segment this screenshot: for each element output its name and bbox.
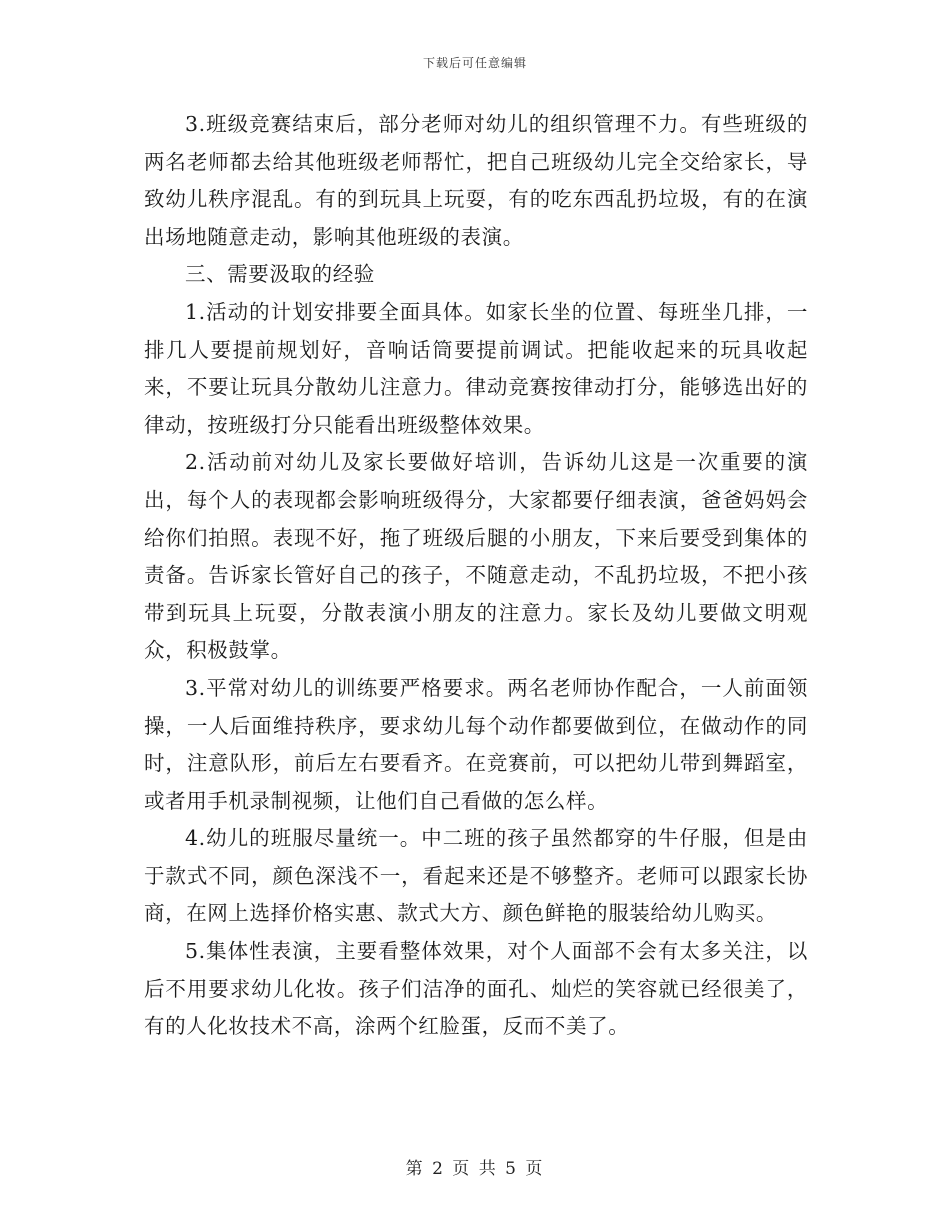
page-header: 下载后可任意编辑 bbox=[422, 56, 527, 70]
section-heading-lessons: 三、需要汲取的经验 bbox=[185, 262, 375, 287]
paragraph-lesson-4: 4.幼儿的班服尽量统一。中二班的孩子虽然都穿的牛仔服，但是由于款式不同，颜色深浅不一，看起来还是不够整齐。老师可以跟家长协商，在网上选择价格实惠、款式大方、颜色鲜艳的服装给幼儿购买。 bbox=[144, 826, 808, 926]
paragraph-lesson-2: 2.活动前对幼儿及家长要做好培训，告诉幼儿这是一次重要的演出，每个人的表现都会影响班级得分，大家都要仔细表演，爸爸妈妈会给你们拍照。表现不好，拖了班级后腿的小朋友，下来后要受到集体的责备。告诉家长管好自己的孩子，不随意走动，不乱扔垃圾，不把小孩带到玩具上玩耍，分散表演小朋友的注意力。家长及幼儿要做文明观众，积极鼓掌。 bbox=[144, 450, 808, 663]
document-body bbox=[144, 106, 808, 1046]
page-number: 第 2 页 共 5 页 bbox=[405, 1159, 545, 1179]
paragraph-class-management: 3.班级竞赛结束后，部分老师对幼儿的组织管理不力。有些班级的两名老师都去给其他班级老师帮忙，把自己班级幼儿完全交给家长，导致幼儿秩序混乱。有的到玩具上玩耍，有的吃东西乱扔垃圾，有的在演出场地随意走动，影响其他班级的表演。 bbox=[144, 112, 808, 249]
paragraph-lesson-5: 5.集体性表演，主要看整体效果，对个人面部不会有太多关注，以后不用要求幼儿化妆。孩子们洁净的面孔、灿烂的笑容就已经很美了，有的人化妆技术不高，涂两个红脸蛋，反而不美了。 bbox=[144, 939, 808, 1039]
paragraph-lesson-1: 1.活动的计划安排要全面具体。如家长坐的位置、每班坐几排，一排几人要提前规划好，音响话筒要提前调试。把能收起来的玩具收起来，不要让玩具分散幼儿注意力。律动竞赛按律动打分，能够选出好的律动，按班级打分只能看出班级整体效果。 bbox=[144, 299, 808, 437]
paragraph-lesson-3: 3.平常对幼儿的训练要严格要求。两名老师协作配合，一人前面领操，一人后面维持秩序，要求幼儿每个动作都要做到位，在做动作的同时，注意队形，前后左右要看齐。在竞赛前，可以把幼儿带到舞蹈室，或者用手机录制视频，让他们自己看做的怎么样。 bbox=[144, 675, 808, 813]
